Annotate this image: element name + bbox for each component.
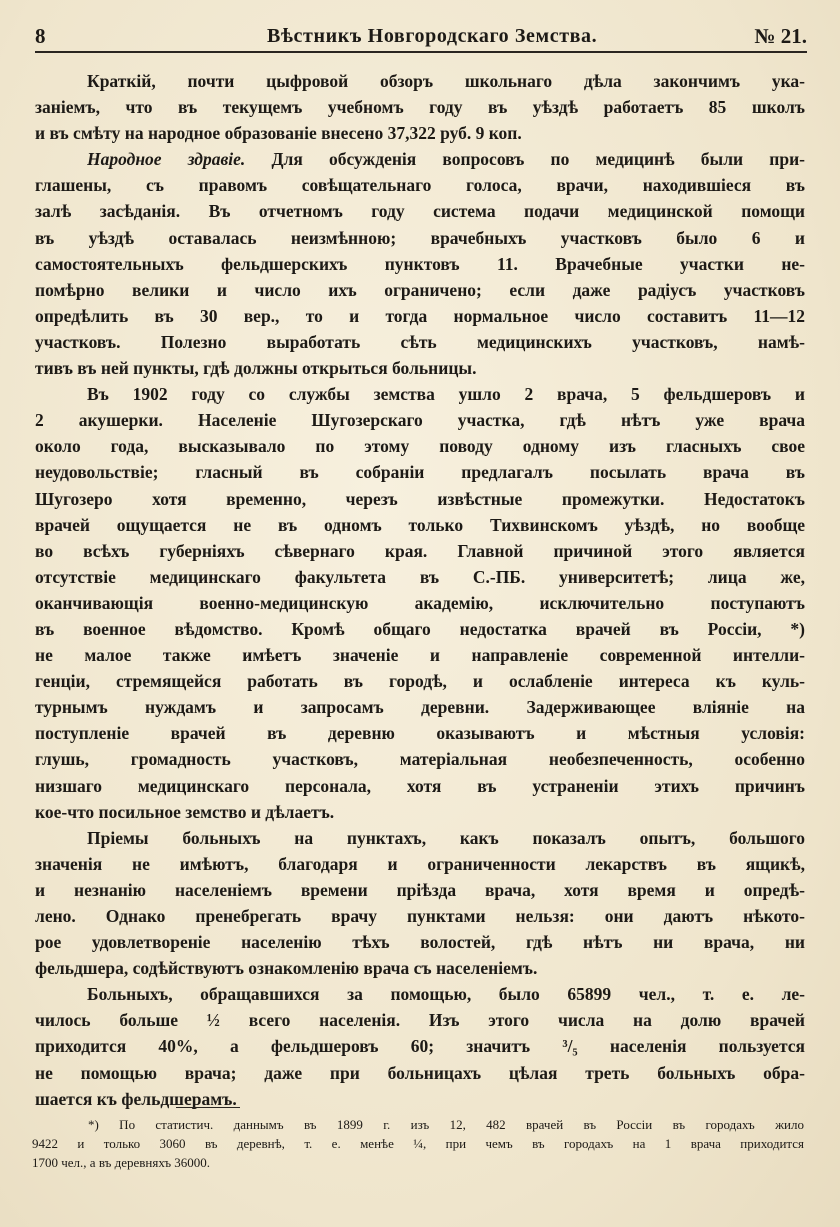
line-text: фельдшера, содѣйствуютъ ознакомленію врача съ населеніемъ. — [35, 958, 538, 979]
line-text: глушь, громадность участковъ, матеріальная необезпеченность, особенно — [35, 749, 805, 770]
line-text: генціи, стремящейся работать въ городѣ, и ослабленіе интереса къ куль- — [35, 671, 805, 692]
text-line — [35, 433, 805, 459]
line-text: оканчивающія военно-медицинскую академію, исключительно поступаютъ — [35, 592, 805, 613]
line-text: чилось больше ½ всего населенія. Изъ этого числа на долю врачей — [35, 1010, 805, 1031]
text-line — [35, 720, 805, 746]
text-line — [35, 225, 805, 251]
paragraph — [35, 146, 805, 381]
line-text: Краткій, почти цыфровой обзоръ школьнаго дѣла закончимъ ука- — [87, 71, 805, 91]
text-line — [35, 929, 805, 955]
text-line — [35, 486, 805, 512]
line-text: глашены, съ правомъ совѣщательнаго голоса, врачи, находившіеся въ — [35, 175, 805, 196]
line-text: самостоятельныхъ фельдшерскихъ пунктовъ 11. Врачебные участки не- — [35, 253, 805, 274]
line-text: Пріемы больныхъ на пунктахъ, какъ показалъ опытъ, большого — [87, 827, 805, 848]
page-number: 8 — [35, 24, 46, 48]
line-text: значенія не имѣютъ, благодаря и ограниченности лекарствъ въ ящикѣ, — [35, 853, 805, 874]
line-text: во всѣхъ губерніяхъ сѣвернаго края. Главной причиной этого является — [35, 540, 805, 561]
paragraph — [35, 825, 805, 982]
line-text: опредѣлить въ 30 вер., то и тогда нормальное число составитъ 11—12 — [35, 305, 805, 326]
line-text: Шугозеро хотя временно, черезъ извѣстные промежутки. Недостатокъ — [35, 488, 805, 509]
line-text: не помощью врача; даже при больницахъ цѣлая треть больныхъ обра- — [35, 1062, 805, 1083]
text-line — [35, 955, 805, 981]
text-line — [35, 355, 805, 381]
line-text: Въ 1902 году со службы земства ушло 2 врача, 5 фельдшеровъ и — [87, 384, 805, 405]
line-text: поступленіе врачей въ деревню оказываютъ и мѣстныя условія: — [35, 723, 805, 744]
text-line — [35, 1033, 805, 1059]
text-line — [35, 773, 805, 799]
text-line — [35, 851, 805, 877]
text-line — [35, 746, 805, 772]
paragraph — [35, 981, 805, 1111]
text-line — [35, 198, 805, 224]
line-text: рое удовлетвореніе населенію тѣхъ волостей, гдѣ нѣтъ ни врача, ни — [35, 932, 805, 953]
line-text: Больныхъ, обращавшихся за помощью, было 65899 чел., т. е. ле- — [87, 984, 805, 1005]
text-line — [35, 94, 805, 120]
line-text: не малое также имѣетъ значеніе и направленіе современной интелли- — [35, 645, 805, 666]
line-text: около года, высказывало по этому поводу одному изъ гласныхъ свое — [35, 436, 805, 457]
line-text: 2 акушерки. Населеніе Шугозерскаго участка, гдѣ нѣтъ уже врача — [35, 410, 805, 431]
text-line — [35, 694, 805, 720]
body-text — [35, 68, 805, 1112]
line-text: и незнанію населеніемъ времени пріѣзда врача, хотя время и опредѣ- — [35, 879, 805, 900]
line-text: шается къ фельдшерамъ. — [35, 1088, 237, 1109]
paragraph — [35, 68, 805, 146]
text-line — [35, 277, 805, 303]
line-text: въ уѣздѣ оставалась неизмѣнною; врачебныхъ участковъ было 6 и — [35, 227, 805, 248]
line-text: помѣрно велики и число ихъ ограничено; если даже радіусъ участковъ — [35, 279, 805, 300]
footnote — [32, 1115, 804, 1172]
text-line — [35, 407, 805, 433]
line-text: лено. Однако пренебрегать врачу пунктами нельзя: они даютъ нѣкото- — [35, 906, 805, 926]
text-line — [87, 146, 805, 172]
running-title: Вѣстникъ Новгородскаго Земства. — [267, 25, 598, 47]
footnote-rule — [176, 1107, 240, 1108]
text-line — [35, 1007, 805, 1033]
line-text: низшаго медицинскаго персонала, хотя въ устраненіи этихъ причинъ — [35, 775, 805, 796]
line-text: врачей ощущается не въ одномъ только Тихвинскомъ уѣздѣ, но вообще — [35, 514, 805, 535]
paragraph — [35, 381, 805, 825]
section-heading: Народное здравіе. — [87, 149, 246, 170]
issue-number: № 21. — [754, 24, 807, 48]
line-text: залѣ засѣданія. Въ отчетномъ году система подачи медицинской помощи — [35, 201, 805, 222]
text-line — [35, 642, 805, 668]
line-text: приходится 40%, а фельдшеровъ 60; значитъ ³/₅ населенія пользуется — [35, 1036, 805, 1057]
text-line — [35, 903, 805, 929]
header-rule — [35, 51, 807, 53]
text-line — [35, 172, 805, 198]
text-line — [35, 1060, 805, 1086]
text-line — [35, 590, 805, 616]
line-text: отсутствіе медицинскаго факультета въ С.-ПБ. университетѣ; лица же, — [35, 566, 805, 587]
running-header — [35, 24, 807, 50]
line-text: Для обсужденія вопросовъ по медицинѣ были при- — [271, 149, 805, 170]
text-line — [35, 120, 805, 146]
text-line — [87, 68, 805, 94]
line-text: заніемъ, что въ текущемъ учебномъ году въ уѣздѣ работаетъ 85 школъ — [35, 97, 805, 118]
text-line — [35, 251, 805, 277]
footnote-line: 9422 и только 3060 въ деревнѣ, т. е. менѣе ¼, при чемъ въ городахъ на 1 врача приходится — [32, 1136, 804, 1151]
text-line — [35, 616, 805, 642]
text-line — [35, 303, 805, 329]
line-text: участковъ. Полезно выработать сѣть медицинскихъ участковъ, намѣ- — [35, 331, 805, 352]
text-line — [35, 329, 805, 355]
text-line — [35, 877, 805, 903]
text-line — [87, 981, 805, 1007]
text-line — [35, 512, 805, 538]
text-line — [87, 825, 805, 851]
footnote-line: *) По статистич. даннымъ въ 1899 г. изъ 12, 482 врачей въ Россіи въ городахъ жило — [88, 1117, 804, 1132]
line-text: кое-что посильное земство и дѣлаетъ. — [35, 801, 335, 822]
line-text: тивъ въ ней пункты, гдѣ должны открыться больницы. — [35, 358, 477, 379]
text-line — [35, 1086, 805, 1112]
line-text: турнымъ нуждамъ и запросамъ деревни. Задерживающее вліяніе на — [35, 697, 805, 718]
footnote-line: 1700 чел., а въ деревняхъ 36000. — [32, 1155, 211, 1170]
line-text: въ военное вѣдомство. Кромѣ общаго недостатка врачей въ Россіи, *) — [35, 618, 805, 639]
line-text: и въ смѣту на народное образованіе внесено 37,322 руб. 9 коп. — [35, 123, 522, 144]
text-line — [35, 668, 805, 694]
text-line — [87, 381, 805, 407]
text-line — [35, 564, 805, 590]
text-line — [35, 538, 805, 564]
text-line — [35, 799, 805, 825]
text-line — [35, 459, 805, 485]
line-text: неудовольствіе; гласный въ собраніи предлагалъ посылать врача въ — [35, 462, 805, 483]
